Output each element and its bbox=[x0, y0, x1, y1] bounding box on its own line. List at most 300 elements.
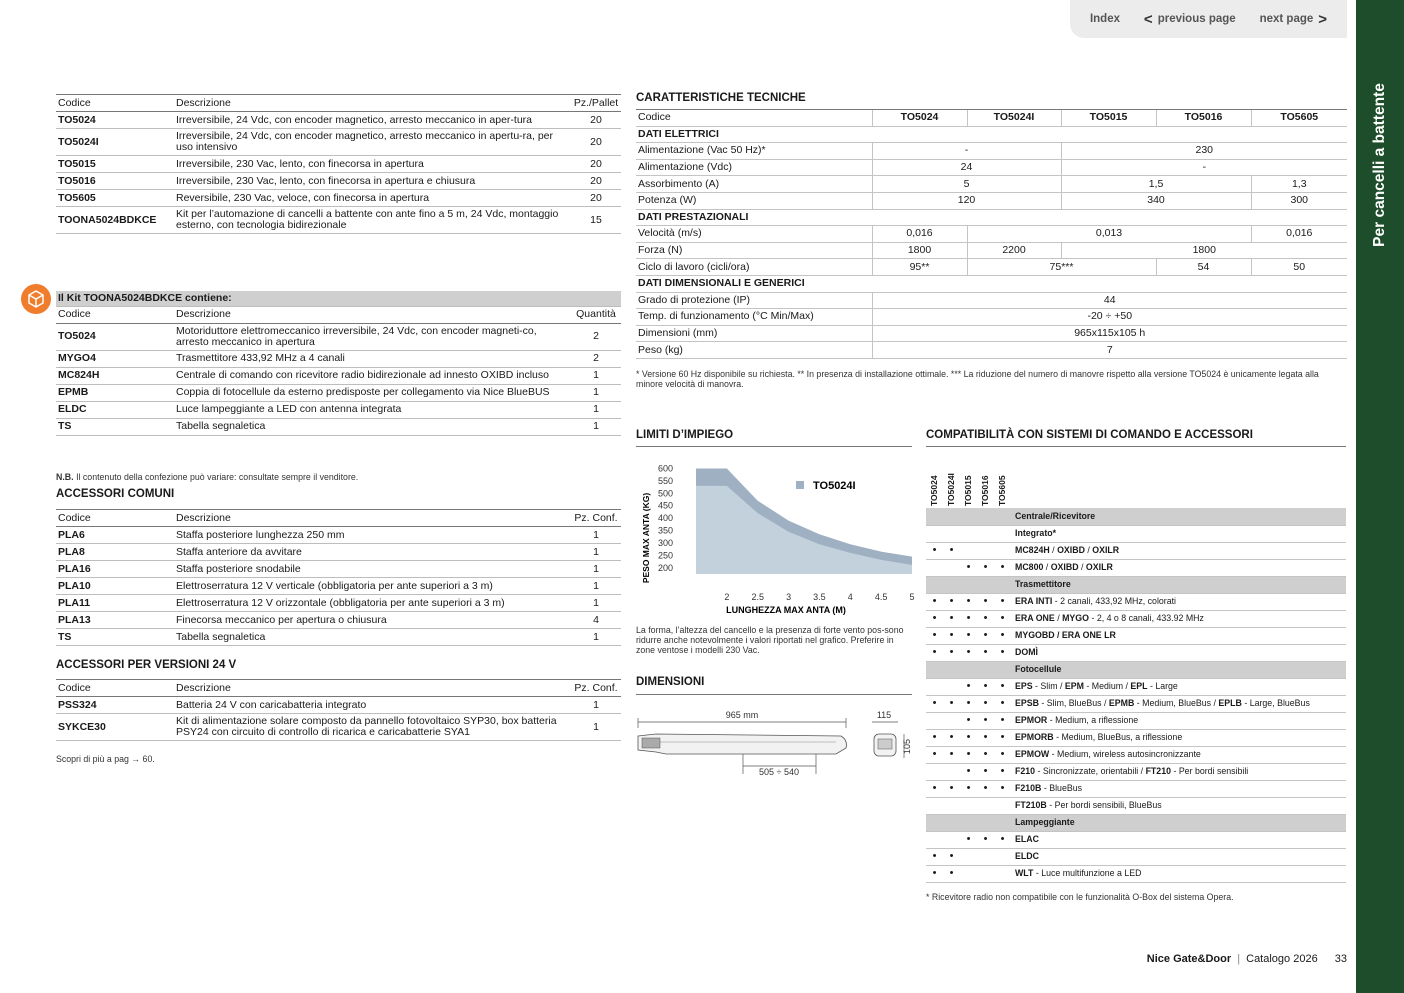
table-row bbox=[56, 578, 621, 595]
compat-row bbox=[926, 729, 1346, 746]
compat-label bbox=[1011, 678, 1346, 695]
compat-dot: • bbox=[960, 644, 977, 661]
compat-dot: • bbox=[960, 678, 977, 695]
cell-desc: Tabella segnaletica bbox=[174, 629, 571, 646]
compat-label-part: ELAC bbox=[1015, 834, 1039, 844]
compat-dot: • bbox=[926, 848, 943, 865]
compat-label: Integrato* bbox=[1011, 525, 1346, 542]
compat-dot: • bbox=[943, 848, 960, 865]
compat-col-to5016: TO5016 bbox=[980, 475, 990, 506]
compat-dot: • bbox=[960, 780, 977, 797]
compat-cell bbox=[994, 797, 1011, 814]
compat-dot: • bbox=[943, 746, 960, 763]
compat-label-part: / bbox=[1043, 562, 1051, 572]
compat-dot: • bbox=[977, 831, 994, 848]
compat-row bbox=[926, 848, 1346, 865]
previous-page-link[interactable]: < previous page bbox=[1143, 10, 1236, 28]
motor-side-view bbox=[638, 734, 846, 754]
tech-row: Forza (N) 1800 2200 1800 bbox=[636, 242, 1347, 259]
cell-desc: Elettroserratura 12 V verticale (obbligatoria per ante superiori a 3 m) bbox=[174, 578, 571, 595]
dimensioni-rule bbox=[636, 694, 912, 695]
compat-cell bbox=[943, 576, 960, 593]
compat-row bbox=[926, 695, 1346, 712]
compat-cell bbox=[943, 763, 960, 780]
cell-code: TO5605 bbox=[56, 190, 174, 207]
compat-dot: • bbox=[926, 644, 943, 661]
compat-dot: • bbox=[977, 627, 994, 644]
compat-label-part: - Luce multifunzione a LED bbox=[1033, 868, 1142, 878]
compat-cell bbox=[943, 559, 960, 576]
accessori-title: ACCESSORI COMUNI bbox=[56, 488, 175, 500]
compat-cell bbox=[926, 508, 943, 525]
tech-section: DATI PRESTAZIONALI bbox=[636, 209, 1347, 226]
compat-dot: • bbox=[977, 678, 994, 695]
compat-label-part: - Medium, a riflessione bbox=[1047, 715, 1139, 725]
compat-column-headers bbox=[926, 460, 1046, 508]
x-tick-label: 2.5 bbox=[751, 592, 764, 602]
catalog-label: Catalogo 2026 bbox=[1246, 953, 1318, 965]
compat-dot: • bbox=[994, 678, 1011, 695]
top-navigation bbox=[1070, 0, 1347, 38]
kit-title: Il Kit TOONA5024BDKCE contiene: bbox=[56, 291, 621, 306]
table-row bbox=[56, 595, 621, 612]
compat-cell bbox=[926, 831, 943, 848]
compat-dot: • bbox=[994, 593, 1011, 610]
compat-dot: • bbox=[943, 729, 960, 746]
compat-cell bbox=[977, 865, 994, 882]
tech-row: Peso (kg) 7 bbox=[636, 342, 1347, 359]
footer-divider: | bbox=[1237, 953, 1241, 965]
compat-dot: • bbox=[977, 610, 994, 627]
cell-code: EPMB bbox=[56, 384, 174, 401]
compat-dot: • bbox=[943, 695, 960, 712]
compat-label-part: WLT bbox=[1015, 868, 1034, 878]
compat-cell bbox=[943, 508, 960, 525]
compat-label: Fotocellule bbox=[1011, 661, 1346, 678]
cell-code: PLA11 bbox=[56, 595, 174, 612]
compat-cell bbox=[960, 797, 977, 814]
compat-col-to5015: TO5015 bbox=[963, 475, 973, 506]
cell-desc: Centrale di comando con ricevitore radio bidirezionale ad innesto OXIBD incluso bbox=[174, 367, 571, 384]
chevron-right-icon: > bbox=[1318, 10, 1328, 28]
compat-dot: • bbox=[943, 627, 960, 644]
compat-row bbox=[926, 831, 1346, 848]
table-row bbox=[56, 367, 621, 384]
compat-label-part: EPMOW bbox=[1015, 749, 1050, 759]
compat-label bbox=[1011, 746, 1346, 763]
compat-row bbox=[926, 542, 1346, 559]
compat-row bbox=[926, 525, 1346, 542]
more-link[interactable]: Scopri di più a pag → 60. bbox=[56, 754, 155, 764]
compat-label bbox=[1011, 848, 1346, 865]
compat-row bbox=[926, 661, 1346, 678]
cell-qty: 1 bbox=[571, 418, 621, 435]
tech-section: DATI ELETTRICI bbox=[636, 126, 1347, 143]
compat-row bbox=[926, 763, 1346, 780]
limiti-note: La forma, l’altezza del cancello e la presenza di forte vento pos-sono ridurre anche notevolmente i valori riportati nel grafico. Preferire in zone ventose i modelli 230 Vac. bbox=[636, 625, 904, 655]
compat-cell bbox=[926, 712, 943, 729]
cell-qty: 1 bbox=[571, 401, 621, 418]
compat-label-part: - Per bordi sensibili, BlueBus bbox=[1046, 800, 1162, 810]
cell-qty: 20 bbox=[571, 129, 621, 156]
compat-dot: • bbox=[943, 593, 960, 610]
table-row bbox=[56, 561, 621, 578]
tech-row: Potenza (W) 120 340 300 bbox=[636, 192, 1347, 209]
compat-label-part: - Large bbox=[1147, 681, 1178, 691]
limiti-rule bbox=[636, 446, 912, 447]
compat-row bbox=[926, 576, 1346, 593]
compat-label bbox=[1011, 695, 1346, 712]
compat-cell bbox=[926, 661, 943, 678]
compat-label-part: - Slim / bbox=[1032, 681, 1065, 691]
cell-desc: Staffa posteriore lunghezza 250 mm bbox=[174, 527, 571, 544]
length-label: 965 mm bbox=[725, 710, 759, 720]
compat-label-part: MC824H bbox=[1015, 545, 1050, 555]
compat-dot: • bbox=[977, 780, 994, 797]
compat-dot: • bbox=[960, 559, 977, 576]
cell-qty: 4 bbox=[571, 612, 621, 629]
compat-cell bbox=[960, 814, 977, 831]
span-label: 505 ÷ 540 bbox=[759, 767, 799, 777]
compat-label-part: / bbox=[1054, 613, 1063, 623]
table-row bbox=[56, 629, 621, 646]
compat-dot: • bbox=[994, 559, 1011, 576]
compat-cell bbox=[960, 576, 977, 593]
compat-label bbox=[1011, 559, 1346, 576]
cell-code: MC824H bbox=[56, 367, 174, 384]
page-footer bbox=[1080, 953, 1347, 965]
tech-row: Temp. di funzionamento (°C Min/Max) -20 ÷ +50 bbox=[636, 309, 1347, 326]
dimensions-drawing bbox=[636, 706, 916, 786]
compat-row bbox=[926, 780, 1346, 797]
tech-row: Alimentazione (Vdc) 24 - bbox=[636, 159, 1347, 176]
cell-code: SYKCE30 bbox=[56, 714, 174, 741]
cell-qty: 20 bbox=[571, 190, 621, 207]
compat-dot: • bbox=[926, 865, 943, 882]
compat-label-part: EPLB bbox=[1218, 698, 1242, 708]
table-row bbox=[56, 401, 621, 418]
cell-qty: 1 bbox=[571, 714, 621, 741]
limiti-title: LIMITI D’IMPIEGO bbox=[636, 429, 734, 441]
compat-cell bbox=[926, 525, 943, 542]
cell-desc: Batteria 24 V con caricabatteria integrato bbox=[174, 697, 571, 714]
compat-label-part: MYGO bbox=[1062, 613, 1089, 623]
table-row bbox=[56, 697, 621, 714]
compat-label bbox=[1011, 729, 1346, 746]
table-row bbox=[56, 190, 621, 207]
compat-label-part: - Slim, BlueBus / bbox=[1038, 698, 1109, 708]
compat-label-part: - Medium, BlueBus, a riflessione bbox=[1053, 732, 1183, 742]
kit-table bbox=[56, 291, 621, 436]
width-label: 115 bbox=[876, 710, 892, 720]
next-page-link[interactable]: next page > bbox=[1259, 10, 1328, 28]
compat-dot: • bbox=[926, 593, 943, 610]
compat-dot: • bbox=[994, 763, 1011, 780]
compat-label-part: MYGOBD / ERA ONE LR bbox=[1015, 630, 1116, 640]
compat-label-part: F210 bbox=[1015, 766, 1036, 776]
cell-qty: 1 bbox=[571, 629, 621, 646]
compat-dot: • bbox=[926, 695, 943, 712]
cell-desc: Trasmettitore 433,92 MHz a 4 canali bbox=[174, 350, 571, 367]
compat-dot: • bbox=[926, 746, 943, 763]
compat-footnote: * Ricevitore radio non compatibile con le funzionalità O-Box del sistema Opera. bbox=[926, 892, 1234, 902]
cell-qty: 20 bbox=[571, 156, 621, 173]
cell-code: TO5024I bbox=[56, 129, 174, 156]
compat-row bbox=[926, 627, 1346, 644]
compat-cell bbox=[977, 576, 994, 593]
compat-row bbox=[926, 746, 1346, 763]
cell-code: PLA6 bbox=[56, 527, 174, 544]
tech-title: CARATTERISTICHE TECNICHE bbox=[636, 92, 806, 104]
compat-dot: • bbox=[977, 559, 994, 576]
cell-desc: Staffa anteriore da avvitare bbox=[174, 544, 571, 561]
cell-qty: 20 bbox=[571, 112, 621, 129]
compat-label-part: F210B bbox=[1015, 783, 1042, 793]
compat-dot: • bbox=[960, 695, 977, 712]
compat-label-part: ERA INTI bbox=[1015, 596, 1053, 606]
compat-cell bbox=[960, 661, 977, 678]
compat-dot: • bbox=[960, 627, 977, 644]
compat-cell bbox=[977, 508, 994, 525]
compat-cell bbox=[960, 865, 977, 882]
table-row bbox=[56, 384, 621, 401]
compat-label bbox=[1011, 542, 1346, 559]
x-tick-label: 5 bbox=[909, 592, 915, 602]
compat-dot: • bbox=[977, 763, 994, 780]
compat-row bbox=[926, 593, 1346, 610]
compat-label-part: DOMÌ bbox=[1015, 647, 1038, 657]
y-tick-label: 350 bbox=[657, 525, 673, 536]
compat-cell bbox=[960, 508, 977, 525]
tech-row: Ciclo di lavoro (cicli/ora) 95** 75*** 54 50 bbox=[636, 259, 1347, 276]
compat-cell bbox=[926, 559, 943, 576]
compat-label-part: - Per bordi sensibili bbox=[1171, 766, 1249, 776]
compat-label-part: EPMORB bbox=[1015, 732, 1054, 742]
compat-row bbox=[926, 610, 1346, 627]
compat-label bbox=[1011, 712, 1346, 729]
cell-code: TOONA5024BDKCE bbox=[56, 207, 174, 234]
compat-label bbox=[1011, 763, 1346, 780]
table-header: Codice Descrizione Quantità bbox=[56, 306, 621, 323]
compat-row bbox=[926, 644, 1346, 661]
compat-row bbox=[926, 814, 1346, 831]
compat-cell bbox=[960, 525, 977, 542]
cell-desc: Coppia di fotocellule da esterno predisposte per collegamento via Nice BlueBUS bbox=[174, 384, 571, 401]
compat-rule bbox=[926, 446, 1346, 447]
compat-cell bbox=[977, 848, 994, 865]
compat-dot: • bbox=[994, 712, 1011, 729]
products-table bbox=[56, 94, 621, 234]
compat-label bbox=[1011, 627, 1346, 644]
cell-code: TO5024 bbox=[56, 112, 174, 129]
compat-label-part: - Medium, BlueBus / bbox=[1134, 698, 1219, 708]
table-row bbox=[56, 714, 621, 741]
cell-qty: 2 bbox=[571, 350, 621, 367]
compat-dot: • bbox=[994, 780, 1011, 797]
compat-dot: • bbox=[960, 763, 977, 780]
cell-desc: Motoriduttore elettromeccanico irreversibile, 24 Vdc, con encoder magneti-co, arresto meccanico in apertura bbox=[174, 323, 571, 350]
compat-label-part: EPMOR bbox=[1015, 715, 1048, 725]
kit-box-icon bbox=[21, 284, 51, 314]
tech-row: Grado di protezione (IP) 44 bbox=[636, 292, 1347, 309]
table-row bbox=[56, 129, 621, 156]
compat-label bbox=[1011, 797, 1346, 814]
compat-label-part: EPM bbox=[1064, 681, 1084, 691]
tech-header-row: Codice TO5024 TO5024I TO5015 TO5016 TO5605 bbox=[636, 110, 1347, 127]
y-tick-label: 200 bbox=[657, 562, 673, 573]
compat-dot: • bbox=[943, 865, 960, 882]
compat-cell bbox=[994, 814, 1011, 831]
compat-cell bbox=[994, 508, 1011, 525]
compat-label-part: - 2 canali, 433,92 MHz, colorati bbox=[1052, 596, 1177, 606]
cell-code: TO5024 bbox=[56, 323, 174, 350]
y-tick-label: 550 bbox=[657, 475, 673, 486]
compat-dot: • bbox=[994, 695, 1011, 712]
cell-desc: Tabella segnaletica bbox=[174, 418, 571, 435]
legend-label: TO5024I bbox=[813, 480, 856, 492]
compat-cell bbox=[994, 525, 1011, 542]
compat-dot: • bbox=[943, 542, 960, 559]
compat-row bbox=[926, 559, 1346, 576]
cell-code: ELDC bbox=[56, 401, 174, 418]
y-tick-label: 600 bbox=[657, 463, 673, 474]
compat-label bbox=[1011, 780, 1346, 797]
compat-label-part: - 2, 4 o 8 canali, 433.92 MHz bbox=[1089, 613, 1204, 623]
compat-cell bbox=[977, 797, 994, 814]
cell-desc: Irreversibile, 24 Vdc, con encoder magnetico, arresto meccanico in aper-tura bbox=[174, 112, 571, 129]
compat-label bbox=[1011, 610, 1346, 627]
x-tick-label: 3 bbox=[786, 592, 792, 602]
legend-swatch bbox=[796, 481, 804, 489]
compat-dot: • bbox=[994, 610, 1011, 627]
y-tick-label: 250 bbox=[657, 550, 673, 561]
cell-code: TO5015 bbox=[56, 156, 174, 173]
compat-cell bbox=[943, 678, 960, 695]
compat-dot: • bbox=[960, 712, 977, 729]
compat-cell bbox=[943, 712, 960, 729]
compat-dot: • bbox=[977, 644, 994, 661]
compat-label-part: FT210 bbox=[1145, 766, 1171, 776]
cell-qty: 1 bbox=[571, 367, 621, 384]
compat-label-part: ERA ONE bbox=[1015, 613, 1055, 623]
compat-label-part: - Large, BlueBus bbox=[1241, 698, 1310, 708]
accessori24-table bbox=[56, 679, 621, 741]
compat-dot: • bbox=[960, 729, 977, 746]
compat-dot: • bbox=[977, 695, 994, 712]
brand-name: Nice Gate&Door bbox=[1146, 953, 1232, 965]
table-row bbox=[56, 112, 621, 129]
compat-label-part: OXIBD bbox=[1057, 545, 1085, 555]
compat-col-to5605: TO5605 bbox=[997, 475, 1007, 506]
compat-row bbox=[926, 865, 1346, 882]
compat-cell bbox=[960, 542, 977, 559]
table-row bbox=[56, 527, 621, 544]
compat-row bbox=[926, 797, 1346, 814]
tech-footnote: * Versione 60 Hz disponibile su richiesta. ** In presenza di installazione ottimale. *** La riduzione del numero di manovre rispetto alla versione TO5024 è unicamente legata alla minore velocità di manovra. bbox=[636, 369, 1319, 389]
compat-dot: • bbox=[926, 542, 943, 559]
limiti-chart bbox=[636, 456, 916, 621]
compat-cell bbox=[994, 865, 1011, 882]
tech-section: DATI DIMENSIONALI E GENERICI bbox=[636, 275, 1347, 292]
cell-desc: Staffa posteriore snodabile bbox=[174, 561, 571, 578]
table-row bbox=[56, 156, 621, 173]
compat-label bbox=[1011, 593, 1346, 610]
cell-qty: 20 bbox=[571, 173, 621, 190]
compat-dot: • bbox=[960, 746, 977, 763]
compat-cell bbox=[943, 814, 960, 831]
cell-desc: Luce lampeggiante a LED con antenna integrata bbox=[174, 401, 571, 418]
y-tick-label: 500 bbox=[657, 488, 673, 499]
y-tick-label: 450 bbox=[657, 500, 673, 511]
compat-cell bbox=[926, 678, 943, 695]
cell-desc: Kit per l’automazione di cancelli a battente con ante fino a 5 m, 24 Vdc, montaggio esterno, con tecnologia bidirezionale bbox=[174, 207, 571, 234]
compat-label-part: EPMB bbox=[1108, 698, 1135, 708]
table-row bbox=[56, 350, 621, 367]
compat-cell bbox=[926, 763, 943, 780]
compat-label-part: EPSB bbox=[1015, 698, 1039, 708]
cell-qty: 1 bbox=[571, 578, 621, 595]
compat-dot: • bbox=[943, 644, 960, 661]
x-tick-label: 4.5 bbox=[874, 592, 888, 602]
compat-dot: • bbox=[960, 593, 977, 610]
cell-desc: Irreversibile, 230 Vac, lento, con finecorsa in apertura bbox=[174, 156, 571, 173]
compat-cell bbox=[977, 814, 994, 831]
compat-dot: • bbox=[994, 746, 1011, 763]
accessori-table bbox=[56, 509, 621, 646]
compat-cell bbox=[943, 831, 960, 848]
compat-label bbox=[1011, 831, 1346, 848]
table-row bbox=[56, 323, 621, 350]
tech-row: Dimensioni (mm) 965x115x105 h bbox=[636, 325, 1347, 342]
compat-label-part: / bbox=[1084, 545, 1093, 555]
compat-dot: • bbox=[960, 831, 977, 848]
tech-row: Alimentazione (Vac 50 Hz)* - 230 bbox=[636, 143, 1347, 160]
compat-label-part: OXILR bbox=[1092, 545, 1120, 555]
compat-cell bbox=[926, 797, 943, 814]
x-axis-label: LUNGHEZZA MAX ANTA (M) bbox=[726, 605, 846, 615]
cell-code: PLA16 bbox=[56, 561, 174, 578]
x-tick-label: 2 bbox=[724, 592, 730, 602]
height-label: 105 bbox=[902, 738, 912, 754]
accessori24-title: ACCESSORI PER VERSIONI 24 V bbox=[56, 659, 237, 671]
compat-label-part: / bbox=[1078, 562, 1086, 572]
index-link[interactable]: Index bbox=[1089, 13, 1120, 25]
cell-qty: 1 bbox=[571, 595, 621, 612]
compat-label-part: OXIBD bbox=[1050, 562, 1079, 572]
compat-cell bbox=[926, 814, 943, 831]
cell-code: PSS324 bbox=[56, 697, 174, 714]
compat-label bbox=[1011, 865, 1346, 882]
cell-code: TO5016 bbox=[56, 173, 174, 190]
table-row bbox=[56, 612, 621, 629]
compat-dot: • bbox=[943, 780, 960, 797]
cell-code: PLA8 bbox=[56, 544, 174, 561]
table-row bbox=[56, 173, 621, 190]
compat-label bbox=[1011, 644, 1346, 661]
compat-dot: • bbox=[994, 831, 1011, 848]
table-header: Codice Descrizione Pz. Conf. bbox=[56, 680, 621, 697]
compat-cell bbox=[943, 661, 960, 678]
cell-desc: Elettroserratura 12 V orizzontale (obbligatoria per ante superiori a 3 m) bbox=[174, 595, 571, 612]
cell-desc: Kit di alimentazione solare composto da pannello fotovoltaico SYP30, box batteria PSY24 con circuito di controllo di ricarica e caricabatterie SYA1 bbox=[174, 714, 571, 741]
cell-qty: 2 bbox=[571, 323, 621, 350]
tech-row: Velocità (m/s) 0,016 0,013 0,016 bbox=[636, 226, 1347, 243]
compat-col-to5024i: TO5024I bbox=[946, 473, 956, 506]
page-number: 33 bbox=[1334, 953, 1347, 965]
compat-cell bbox=[994, 576, 1011, 593]
compat-dot: • bbox=[943, 610, 960, 627]
compat-title: COMPATIBILITÀ CON SISTEMI DI COMANDO E ACCESSORI bbox=[926, 429, 1253, 441]
